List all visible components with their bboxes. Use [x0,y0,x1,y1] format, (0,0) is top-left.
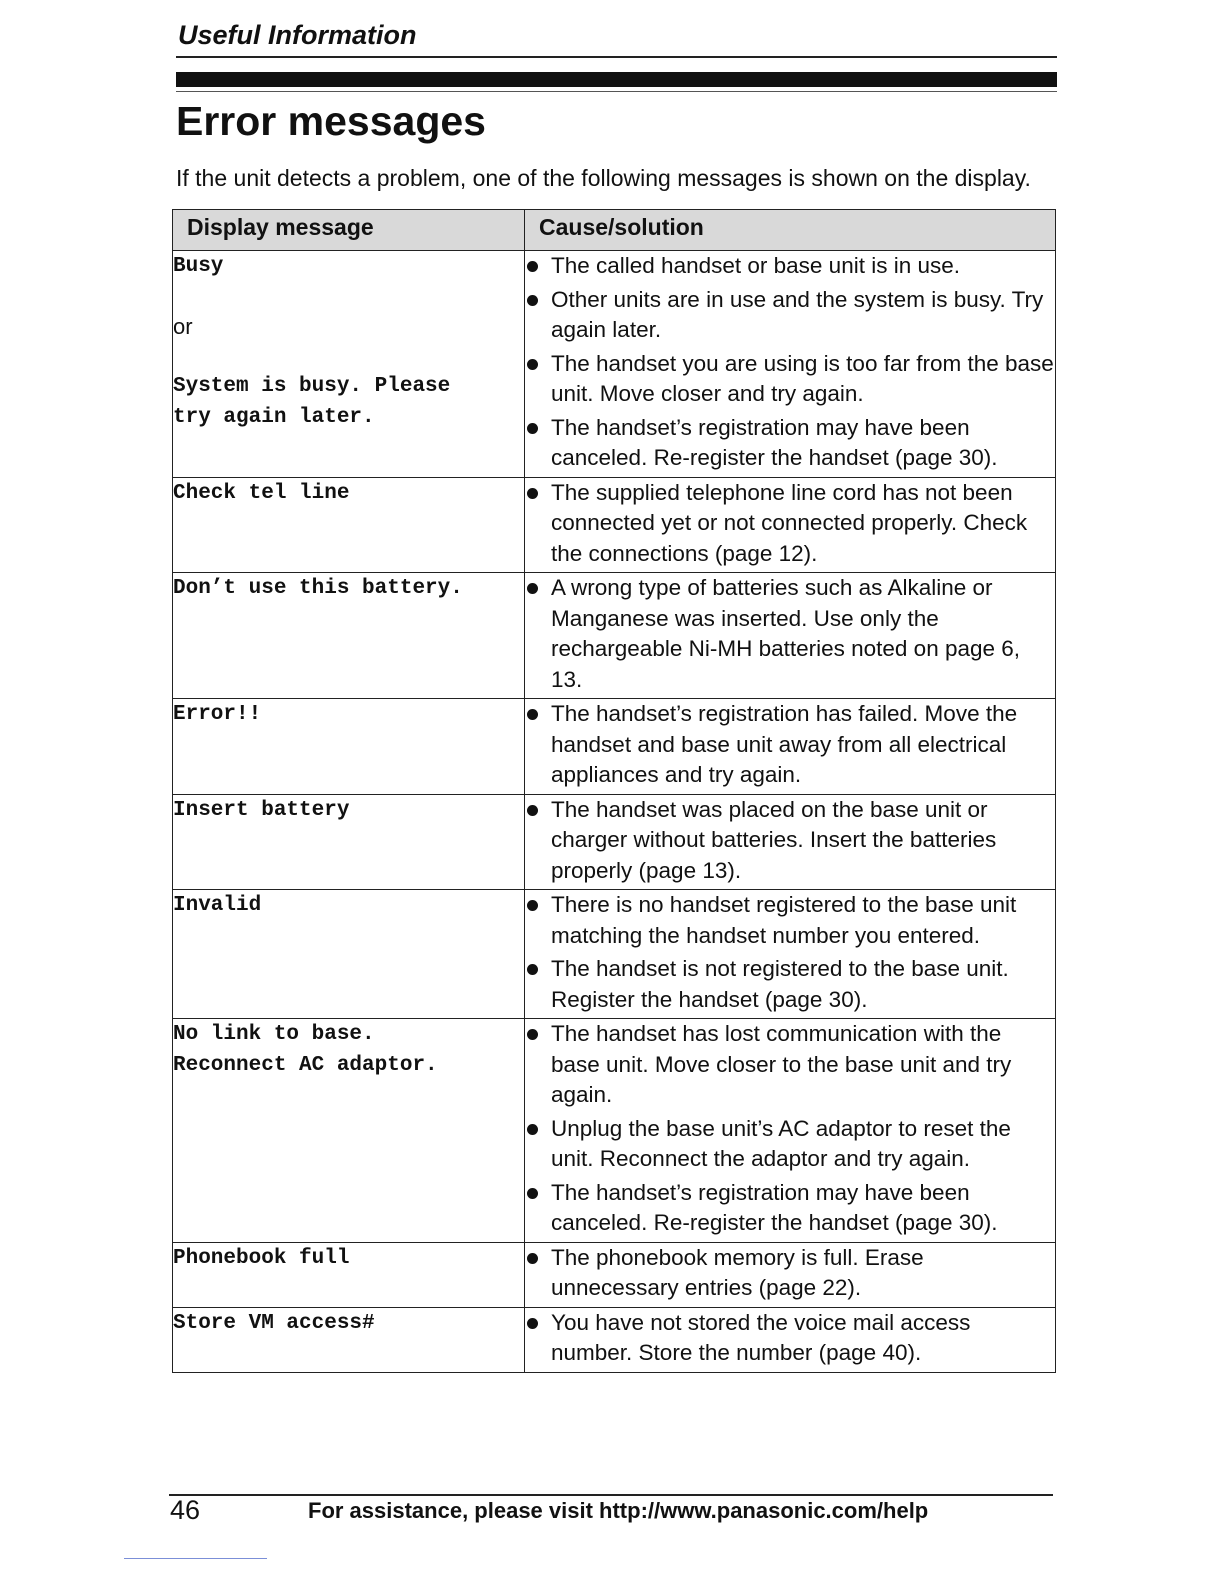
section-label: Useful Information [178,20,417,50]
cause-solution-cell [525,573,1056,699]
display-message: Check tel line [173,481,350,505]
display-message: Phonebook full [173,1246,350,1270]
cause-bullet: The handset you are using is too far from the base unit. Move closer and try again. [525,349,1055,410]
cause-solution-cell [525,1019,1056,1243]
error-messages-table [172,209,1056,1373]
cause-solution-cell [525,1242,1056,1307]
cause-bullet: The handset’s registration may have been canceled. Re-register the handset (page 30). [525,1178,1055,1239]
footer-assistance-text: For assistance, please visit http://www.panasonic.com/help [308,1498,929,1523]
page-title: Error messages [176,98,486,144]
table-row [173,1019,1056,1243]
display-message-cell [173,573,525,699]
cause-bullet: The handset has lost communication with the base unit. Move closer to the base unit and try again. [525,1019,1055,1111]
display-message: Store VM access# [173,1311,375,1335]
cause-solution-cell [525,890,1056,1019]
footer-rule [169,1494,1053,1496]
cause-bullet: The handset’s registration may have been canceled. Re-register the handset (page 30). [525,413,1055,474]
display-message-or: or [173,314,193,339]
table-header-row [173,210,1056,251]
header-bar [176,72,1057,87]
display-message: System is busy. Please [173,375,451,398]
cause-bullet: The called handset or base unit is in use. [525,251,1055,282]
table-row [173,1242,1056,1307]
cause-bullet: The handset is not registered to the base unit. Register the handset (page 30). [525,954,1055,1015]
table-row [173,794,1056,890]
table-row [173,890,1056,1019]
display-message: Don’t use this battery. [173,577,463,600]
cause-bullet: The phonebook memory is full. Erase unnecessary entries (page 22). [525,1243,1055,1304]
display-message: Insert battery [173,798,350,822]
display-message-cell [173,794,525,890]
cause-bullet: There is no handset registered to the base unit matching the handset number you entered. [525,890,1055,951]
display-message-cell [173,1307,525,1372]
cause-solution-cell [525,699,1056,795]
display-message: Busy [173,255,224,278]
cause-solution-cell [525,477,1056,573]
cause-bullet: You have not stored the voice mail access number. Store the number (page 40). [525,1308,1055,1369]
display-message-cell [173,1242,525,1307]
cause-solution-cell [525,1307,1056,1372]
header-underline [176,91,1057,92]
cause-solution-cell [525,794,1056,890]
cause-bullet: A wrong type of batteries such as Alkaline or Manganese was inserted. Use only the rechargeable Ni-MH batteries noted on page 6, 13. [525,573,1055,695]
cause-bullet: The supplied telephone line cord has not been connected yet or not connected properly. Check the connections (page 12). [525,478,1055,570]
display-message: Invalid [173,894,262,917]
cause-solution-cell [525,251,1056,478]
display-message-cell [173,477,525,573]
display-message-cell [173,890,525,1019]
table-row [173,251,1056,478]
scan-edge-mark [124,1558,267,1559]
cause-bullet: Unplug the base unit’s AC adaptor to reset the unit. Reconnect the adaptor and try again. [525,1114,1055,1175]
column-header-cause: Cause/solution [525,210,1056,251]
cause-bullet: The handset was placed on the base unit or charger without batteries. Insert the batteries properly (page 13). [525,795,1055,887]
header-rule [176,56,1057,58]
page-number: 46 [170,1495,201,1525]
display-message: Error!! [173,703,262,726]
table-row [173,699,1056,795]
display-message-cell [173,1019,525,1243]
display-message: No link to base. [173,1023,375,1046]
table-row [173,477,1056,573]
display-message-cell [173,699,525,795]
table-row [173,573,1056,699]
display-message: Reconnect AC adaptor. [173,1054,438,1077]
display-message: try again later. [173,406,375,429]
cause-bullet: Other units are in use and the system is busy. Try again later. [525,285,1055,346]
display-message-cell [173,251,525,478]
intro-text: If the unit detects a problem, one of the following messages is shown on the display. [176,165,1031,191]
cause-bullet: The handset’s registration has failed. Move the handset and base unit away from all electrical appliances and try again. [525,699,1055,791]
table-row [173,1307,1056,1372]
column-header-display: Display message [173,210,525,251]
